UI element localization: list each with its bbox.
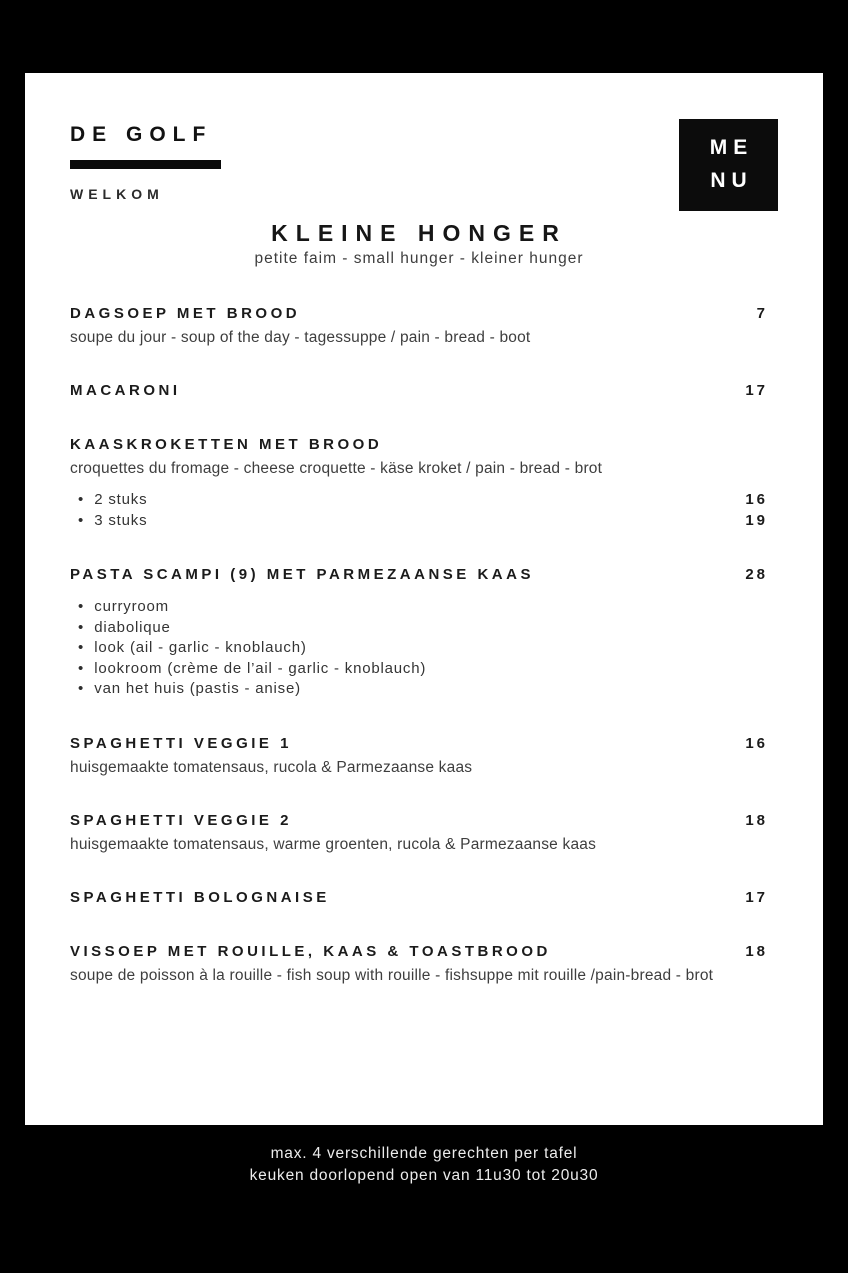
item-price: 7	[756, 305, 768, 322]
item-name: SPAGHETTI VEGGIE 1	[70, 734, 292, 752]
option-price: 16	[745, 491, 768, 508]
item-title-row	[70, 304, 768, 324]
option-row	[70, 618, 768, 639]
option-label: 3 stuks	[94, 511, 148, 529]
option-label: look (ail - garlic - knoblauch)	[94, 639, 307, 656]
item-description: huisgemaakte tomatensaus, rucola & Parmezaanse kaas	[70, 758, 473, 776]
item-price: 18	[745, 811, 768, 829]
welcome-text: WELKOM	[70, 186, 164, 202]
item-options	[70, 490, 768, 531]
menu-item-pasta-scampi	[70, 565, 768, 700]
option-label: van het huis (pastis - anise)	[94, 680, 301, 697]
item-title-row	[70, 942, 768, 962]
option-left	[70, 511, 147, 532]
item-name: KAASKROKETTEN MET BROOD	[70, 436, 383, 453]
bullet-icon: •	[78, 659, 84, 677]
option-row	[70, 659, 768, 680]
bullet-icon: •	[78, 598, 84, 615]
option-price: 19	[745, 511, 768, 529]
item-title-row	[70, 734, 768, 754]
menu-item-dagsoep	[70, 304, 768, 347]
bullet-icon: •	[78, 680, 84, 697]
bullet-icon: •	[78, 491, 84, 508]
menu-item-spaghetti-veggie-2	[70, 811, 768, 854]
menu-item-spaghetti-bolognaise	[70, 888, 768, 908]
menu-page	[25, 73, 823, 1125]
item-name: MACARONI	[70, 382, 181, 399]
item-title-row	[70, 381, 768, 401]
option-label: 2 stuks	[94, 491, 148, 508]
section-title: KLEINE HONGER	[271, 220, 567, 246]
menu-item-vissoep	[70, 942, 768, 985]
menu-item-spaghetti-veggie-1	[70, 734, 768, 777]
option-label: curryroom	[94, 598, 169, 615]
bullet-icon: •	[78, 639, 84, 656]
brand-block	[70, 123, 768, 202]
item-title-row	[70, 811, 768, 831]
item-price: 17	[745, 382, 768, 399]
brand-underline	[70, 160, 221, 169]
item-description: soupe du jour - soup of the day - tagessuppe / pain - bread - boot	[70, 329, 531, 346]
option-left	[70, 597, 169, 618]
page-header	[70, 123, 768, 202]
bullet-icon: •	[78, 618, 84, 636]
footer-line-1: max. 4 verschillende gerechten per tafel	[270, 1145, 578, 1162]
option-left	[70, 679, 301, 700]
item-price: 16	[745, 734, 768, 752]
item-price: 17	[745, 888, 768, 906]
footer-line-2: keuken doorlopend open van 11u30 tot 20u30	[249, 1167, 599, 1184]
item-name: SPAGHETTI BOLOGNAISE	[70, 888, 330, 906]
option-label: lookroom (crème de l’ail - garlic - knoblauch)	[94, 659, 427, 677]
menu-item-macaroni	[70, 381, 768, 401]
brand-title: DE GOLF	[70, 123, 213, 146]
option-row	[70, 511, 768, 532]
item-title-row	[70, 565, 768, 585]
section-subtitle: petite faim - small hunger - kleiner hunger	[254, 250, 584, 267]
option-left	[70, 618, 171, 639]
menu-badge-line2: NU	[710, 169, 753, 192]
item-price: 18	[745, 942, 768, 960]
item-name: PASTA SCAMPI (9) MET PARMEZAANSE KAAS	[70, 566, 534, 583]
option-left	[70, 638, 307, 659]
page-footer	[0, 1143, 848, 1187]
option-row	[70, 597, 768, 618]
item-options	[70, 597, 768, 700]
item-title-row	[70, 888, 768, 908]
option-left	[70, 659, 426, 680]
menu-badge	[679, 119, 778, 211]
option-row	[70, 679, 768, 700]
item-title-row	[70, 435, 768, 455]
option-label: diabolique	[94, 618, 171, 636]
section-header	[70, 220, 768, 268]
item-name: DAGSOEP MET BROOD	[70, 305, 301, 322]
item-description: soupe de poisson à la rouille - fish soup with rouille - fishsuppe mit rouille /pain-bread - brot	[70, 966, 714, 984]
menu-badge-line1: ME	[709, 136, 754, 160]
option-row	[70, 638, 768, 659]
menu-item-kaaskroketten	[70, 435, 768, 531]
bullet-icon: •	[78, 511, 84, 529]
item-price: 28	[745, 566, 768, 583]
item-description: croquettes du fromage - cheese croquette - käse kroket / pain - bread - brot	[70, 460, 603, 477]
item-name: SPAGHETTI VEGGIE 2	[70, 811, 292, 829]
item-description: huisgemaakte tomatensaus, warme groenten, rucola & Parmezaanse kaas	[70, 835, 597, 853]
menu-items	[70, 304, 768, 985]
option-row	[70, 490, 768, 511]
option-left	[70, 490, 147, 511]
item-name: VISSOEP MET ROUILLE, KAAS & TOASTBROOD	[70, 942, 551, 960]
